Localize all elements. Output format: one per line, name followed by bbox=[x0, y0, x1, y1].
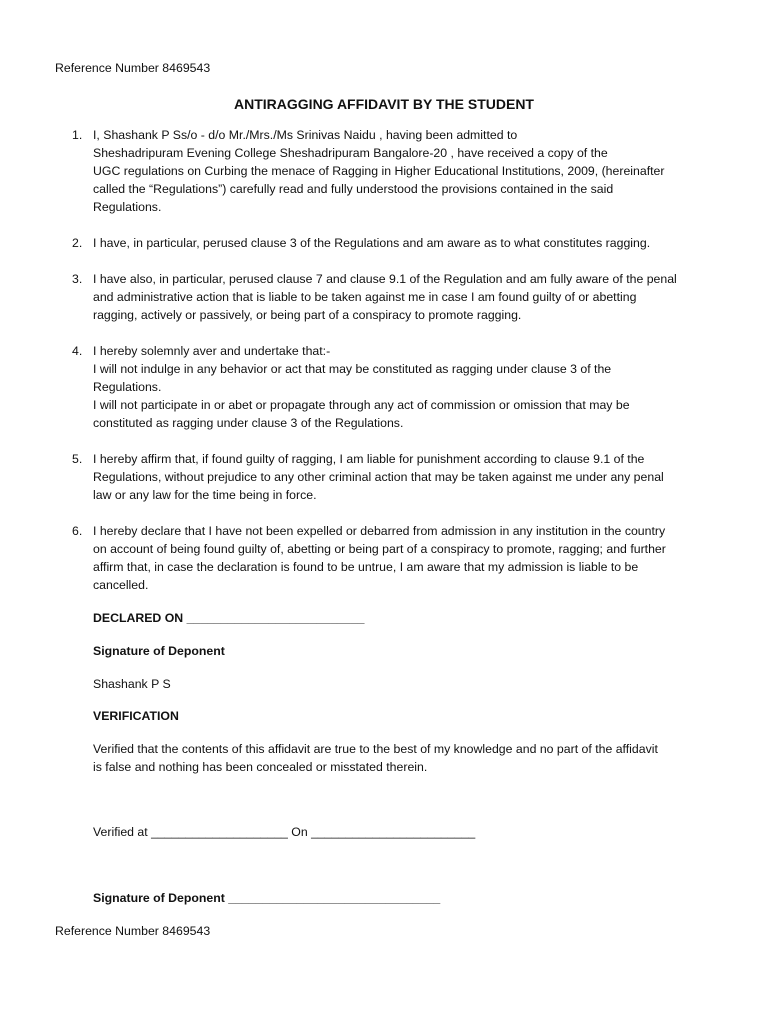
clause-line: law or any law for the time being in force. bbox=[93, 488, 317, 502]
clause-number: 1. bbox=[72, 128, 83, 142]
clause-number: 3. bbox=[72, 272, 83, 286]
verification-heading: VERIFICATION bbox=[93, 709, 179, 723]
clause-line: Regulations. bbox=[93, 380, 162, 394]
clause-line: Regulations. bbox=[93, 200, 162, 214]
clause-line: called the “Regulations”) carefully read and fully understood the provisions contained in the said bbox=[93, 182, 614, 196]
deponent-name: Shashank P S bbox=[93, 677, 171, 691]
clause-line: I hereby affirm that, if found guilty of ragging, I am liable for punishment according to clause 9.1 of the bbox=[93, 452, 645, 466]
document-title: ANTIRAGGING AFFIDAVIT BY THE STUDENT bbox=[234, 96, 534, 112]
clause-number: 4. bbox=[72, 344, 83, 358]
clause-line: I have, in particular, perused clause 3 of the Regulations and am aware as to what constitutes ragging. bbox=[93, 236, 651, 250]
signature-heading: Signature of Deponent bbox=[93, 644, 225, 658]
clause-line: affirm that, in case the declaration is found to be untrue, I am aware that my admission is liable to be bbox=[93, 560, 639, 574]
verification-line: Verified that the contents of this affidavit are true to the best of my knowledge and no part of the affidavit bbox=[93, 742, 658, 756]
clause-line: I hereby solemnly aver and undertake that:- bbox=[93, 344, 331, 358]
clause-number: 2. bbox=[72, 236, 83, 250]
verified-at-line: Verified at ____________________ On ________________________ bbox=[93, 825, 476, 839]
reference-number-bottom: Reference Number 8469543 bbox=[55, 924, 211, 938]
declared-on-line: DECLARED ON __________________________ bbox=[93, 611, 365, 625]
clause-line: I hereby declare that I have not been expelled or debarred from admission in any institution in the country bbox=[93, 524, 666, 538]
clause-line: Regulations, without prejudice to any other criminal action that may be taken against me under any penal bbox=[93, 470, 664, 484]
clause-number: 6. bbox=[72, 524, 83, 538]
clause-line: Sheshadripuram Evening College Sheshadripuram Bangalore-20 , have received a copy of the bbox=[93, 146, 608, 160]
clause-line: I will not participate in or abet or propagate through any act of commission or omission that may be bbox=[93, 398, 630, 412]
reference-number-top: Reference Number 8469543 bbox=[55, 61, 211, 75]
clause-line: on account of being found guilty of, abetting or being part of a conspiracy to promote, ragging; and further bbox=[93, 542, 666, 556]
signature-of-deponent-line: Signature of Deponent _______________________________ bbox=[93, 891, 441, 905]
clause-line: and administrative action that is liable to be taken against me in case I am found guilty of or abetting bbox=[93, 290, 637, 304]
verification-line: is false and nothing has been concealed or misstated therein. bbox=[93, 760, 428, 774]
clause-line: cancelled. bbox=[93, 578, 149, 592]
clause-line: constituted as ragging under clause 3 of the Regulations. bbox=[93, 416, 404, 430]
clause-line: I will not indulge in any behavior or act that may be constituted as ragging under clause 3 of the bbox=[93, 362, 612, 376]
clause-line: ragging, actively or passively, or being part of a conspiracy to promote ragging. bbox=[93, 308, 522, 322]
verification-text bbox=[93, 740, 718, 776]
clause-line: I have also, in particular, perused clause 7 and clause 9.1 of the Regulation and am fully aware of the penal bbox=[93, 272, 677, 286]
clause-line: UGC regulations on Curbing the menace of Ragging in Higher Educational Institutions, 2009, (hereinafter bbox=[93, 164, 665, 178]
clause-number: 5. bbox=[72, 452, 83, 466]
clause-line: I, Shashank P Ss/o - d/o Mr./Mrs./Ms Srinivas Naidu , having been admitted to bbox=[93, 128, 518, 142]
